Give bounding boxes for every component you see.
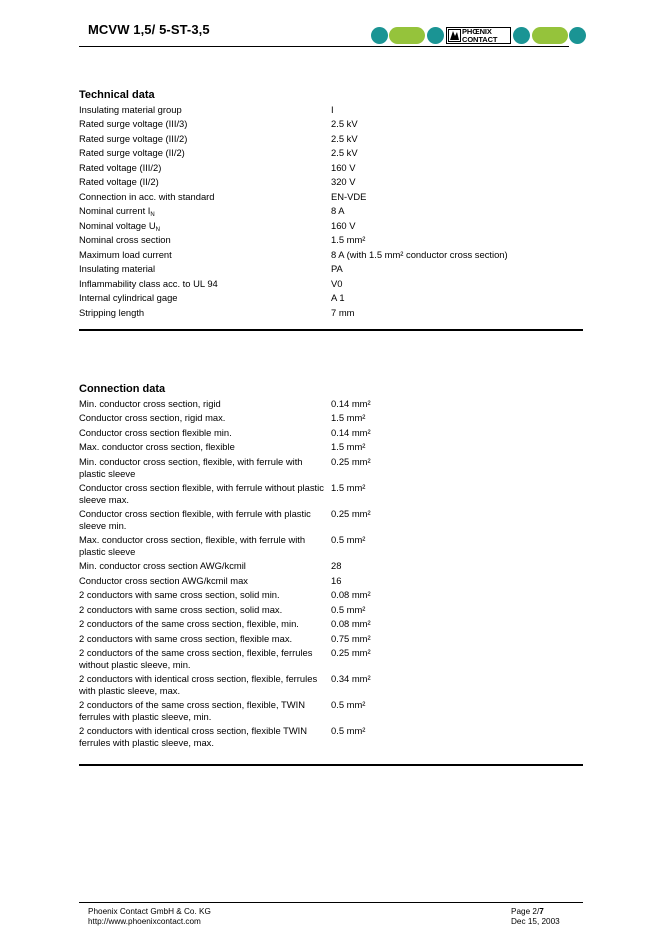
row-label: Conductor cross section flexible min. (79, 426, 232, 438)
row-value: 0.14 mm² (331, 426, 371, 438)
connection-data-heading: Connection data (79, 383, 166, 395)
row-label: Min. conductor cross section, flexible, with ferrule with plastic sleeve (79, 455, 303, 479)
company-url[interactable]: http://www.phoenixcontact.com (88, 917, 201, 926)
teal-circle-icon (371, 27, 388, 44)
row-label: Conductor cross section, rigid max. (79, 412, 226, 424)
connection-data-table (79, 398, 583, 751)
table-row (79, 575, 583, 587)
teal-circle-icon (513, 27, 530, 44)
table-row (79, 508, 583, 531)
table-row (79, 205, 583, 217)
row-label: 2 conductors with same cross section, solid min. (79, 589, 280, 601)
row-value: 1.5 mm² (331, 482, 366, 494)
section-divider (79, 764, 583, 766)
table-row (79, 398, 583, 410)
row-value: 0.75 mm² (331, 632, 371, 644)
logo-text: PHŒNIX CONTACT (462, 27, 498, 44)
row-label: Inflammability class acc. to UL 94 (79, 277, 218, 289)
row-value: 0.14 mm² (331, 398, 371, 409)
phoenix-contact-logo (446, 27, 511, 44)
row-value: V0 (331, 277, 343, 289)
row-value: 0.5 mm² (331, 603, 366, 615)
table-row (79, 104, 583, 116)
row-label: 2 conductors of the same cross section, flexible, TWIN ferrules with plastic sleeve, min. (79, 699, 305, 722)
footer-divider (79, 902, 583, 903)
row-label: Rated surge voltage (III/3) (79, 118, 188, 130)
row-value: 0.25 mm² (331, 647, 371, 659)
row-label: 2 conductors of the same cross section, flexible, min. (79, 618, 299, 630)
row-label: Nominal cross section (79, 234, 171, 246)
row-label: 2 conductors with identical cross section, flexible, ferrules with plastic sleeve, max. (79, 673, 318, 696)
row-label: Rated voltage (III/2) (79, 161, 162, 173)
row-value: 0.08 mm² (331, 589, 371, 601)
technical-data-table (79, 104, 583, 321)
table-row (79, 560, 583, 572)
row-label: Rated voltage (II/2) (79, 176, 159, 188)
table-row (79, 162, 583, 174)
page-title: MCVW 1,5/ 5-ST-3,5 (88, 22, 210, 37)
table-row (79, 176, 583, 188)
green-pill-icon (532, 27, 568, 44)
row-label: Connection in acc. with standard (79, 190, 215, 202)
header-divider (79, 46, 569, 47)
row-value: 160 V (331, 219, 356, 231)
table-row (79, 456, 583, 479)
brand-logo-strip (371, 27, 586, 45)
row-value: 320 V (331, 176, 356, 188)
document-date: Dec 15, 2003 (511, 917, 560, 926)
row-value: 28 (331, 560, 342, 572)
table-row (79, 118, 583, 130)
table-row (79, 589, 583, 601)
table-row (79, 725, 583, 748)
row-value: 2.5 kV (331, 118, 358, 130)
row-value: 16 (331, 574, 342, 586)
row-label: 2 conductors with same cross section, flexible max. (79, 632, 293, 644)
footer-page-info (511, 907, 560, 927)
row-label: Max. conductor cross section, flexible, with ferrule with plastic sleeve (79, 534, 306, 557)
table-row (79, 482, 583, 505)
row-value: 1.5 mm² (331, 234, 366, 246)
table-row (79, 673, 583, 696)
row-label: Conductor cross section flexible, with ferrule with plastic sleeve min. (79, 508, 311, 531)
table-row (79, 234, 583, 246)
row-label: Internal cylindrical gage (79, 292, 178, 304)
row-label: Nominal current $I_N$ (79, 205, 155, 219)
row-value: 8 A (with 1.5 mm² conductor cross section) (331, 248, 508, 260)
green-pill-icon (389, 27, 425, 44)
table-row (79, 633, 583, 645)
row-label: 2 conductors with same cross section, solid max. (79, 603, 283, 615)
row-value: 160 V (331, 161, 356, 173)
row-value: 1.5 mm² (331, 441, 366, 453)
row-label: Stripping length (79, 306, 145, 318)
row-label: Rated surge voltage (II/2) (79, 147, 185, 159)
row-value: EN-VDE (331, 190, 367, 202)
footer-company-info (88, 907, 211, 927)
row-label: Insulating material (79, 263, 156, 275)
row-value: I (331, 104, 334, 115)
row-label: Maximum load current (79, 248, 172, 260)
row-value: 0.25 mm² (331, 508, 371, 520)
table-row (79, 441, 583, 453)
row-value: 0.5 mm² (331, 699, 366, 711)
teal-circle-icon (427, 27, 444, 44)
row-value: 2.5 kV (331, 132, 358, 144)
row-label: Max. conductor cross section, flexible (79, 441, 235, 453)
row-label: Min. conductor cross section, rigid (79, 398, 221, 409)
table-row (79, 618, 583, 630)
table-row (79, 147, 583, 159)
row-label: Min. conductor cross section AWG/kcmil (79, 560, 246, 572)
table-row (79, 604, 583, 616)
row-label: Rated surge voltage (III/2) (79, 132, 188, 144)
row-value: 0.34 mm² (331, 673, 371, 685)
phoenix-logo-mark-icon (448, 29, 461, 42)
row-value: 0.5 mm² (331, 534, 366, 546)
row-value: 7 mm (331, 306, 355, 318)
table-row (79, 534, 583, 557)
row-value: 0.5 mm² (331, 725, 366, 737)
table-row (79, 292, 583, 304)
table-row (79, 412, 583, 424)
table-row (79, 278, 583, 290)
table-row (79, 307, 583, 319)
table-row (79, 220, 583, 232)
table-row (79, 249, 583, 261)
row-value: 8 A (331, 205, 345, 217)
row-label: Insulating material group (79, 104, 182, 115)
table-row (79, 427, 583, 439)
table-row (79, 133, 583, 145)
row-label: Conductor cross section AWG/kcmil max (79, 574, 248, 586)
row-value: 2.5 kV (331, 147, 358, 159)
page-number: Page 2/7 (511, 907, 544, 916)
row-label: 2 conductors of the same cross section, flexible, ferrules without plastic sleeve, min. (79, 647, 313, 670)
section-divider (79, 329, 583, 331)
row-value: 0.25 mm² (331, 455, 371, 467)
table-row (79, 647, 583, 670)
table-row (79, 191, 583, 203)
row-label: Conductor cross section flexible, with ferrule without plastic sleeve max. (79, 482, 324, 505)
row-label: Nominal voltage $U_N$ (79, 219, 160, 233)
row-value: PA (331, 263, 343, 275)
row-value: 1.5 mm² (331, 412, 366, 424)
row-label: 2 conductors with identical cross section, flexible TWIN ferrules with plastic sleeve, max. (79, 725, 308, 748)
teal-circle-icon (569, 27, 586, 44)
technical-data-heading: Technical data (79, 89, 155, 101)
row-value: 0.08 mm² (331, 618, 371, 630)
company-name: Phoenix Contact GmbH & Co. KG (88, 907, 211, 916)
table-row (79, 263, 583, 275)
table-row (79, 699, 583, 722)
row-value: A 1 (331, 292, 345, 304)
